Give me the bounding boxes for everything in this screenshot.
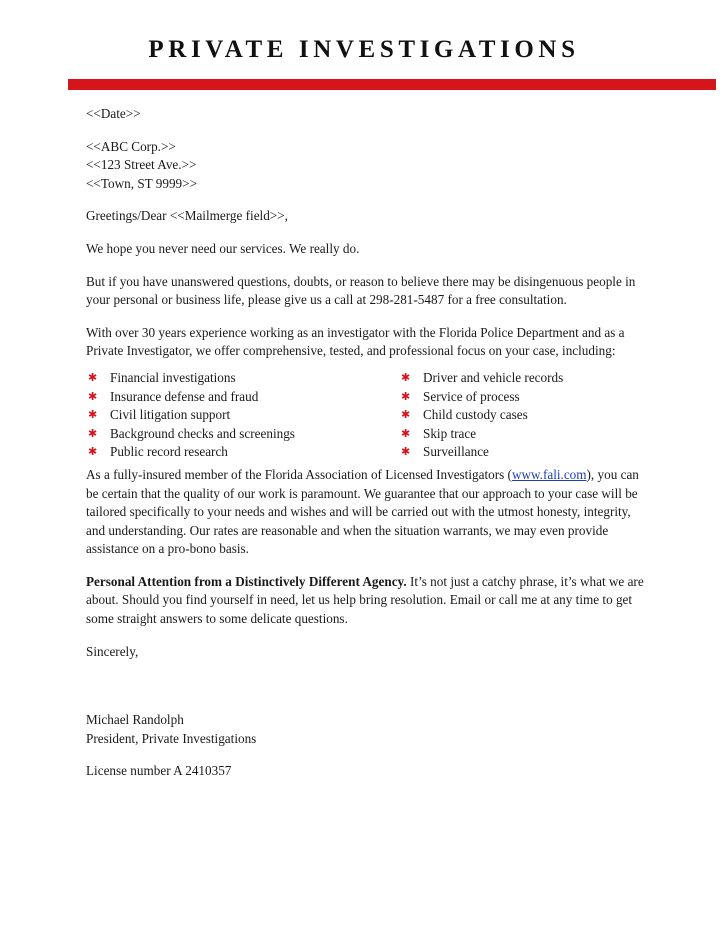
paragraph-personal-attention [86,573,646,629]
service-label: Child custody cases [423,407,528,423]
service-label: Civil litigation support [110,407,231,423]
greeting: Greetings/Dear <<Mailmerge field>>, [86,208,288,224]
service-item [399,388,563,407]
service-label: Insurance defense and fraud [110,388,259,404]
service-item [86,369,399,388]
service-item [399,443,563,462]
asterisk-bullet-icon: ✱ [88,389,98,403]
asterisk-bullet-icon: ✱ [88,426,98,440]
asterisk-bullet-icon: ✱ [88,445,98,459]
service-item [86,443,399,462]
services-column-right [399,369,563,462]
letterhead-divider [68,79,716,90]
service-item [86,388,399,407]
fali-link[interactable]: www.fali.com [511,466,587,482]
asterisk-bullet-icon: ✱ [401,426,411,440]
letterhead-title: PRIVATE INVESTIGATIONS [148,36,580,63]
service-label: Financial investigations [110,369,236,385]
service-item [86,425,399,444]
services-list [86,369,646,462]
membership-text-before: As a fully-insured member of the Florida Association of Licensed Investigators ( [86,466,512,482]
license-number: License number A 2410357 [86,763,232,779]
paragraph-experience: With over 30 years experience working as an investigator with the Florida Police Department and as a Private Investigator, we offer comprehensive, tested, and professional focus on your case, including: [86,324,625,359]
asterisk-bullet-icon: ✱ [401,389,411,403]
recipient-address [86,138,646,194]
asterisk-bullet-icon: ✱ [401,408,411,422]
recipient-street: <<123 Street Ave.>> [86,157,197,173]
paragraph-intro: We hope you never need our services. We really do. [86,240,360,256]
service-item [399,425,563,444]
asterisk-bullet-icon: ✱ [88,370,98,384]
signature-space [86,675,646,711]
asterisk-bullet-icon: ✱ [401,445,411,459]
paragraph-membership [86,466,646,559]
service-item [399,406,563,425]
recipient-town: <<Town, ST 9999>> [86,175,198,191]
recipient-company: <<ABC Corp.>> [86,138,176,154]
service-label: Background checks and screenings [110,425,295,441]
closing: Sincerely, [86,643,139,659]
service-label: Public record research [110,444,228,460]
service-item [86,406,399,425]
service-item [399,369,563,388]
letter-body [86,105,646,795]
signature-block [86,711,646,748]
services-column-left [86,369,399,462]
service-label: Service of process [423,388,520,404]
service-label: Driver and vehicle records [423,369,564,385]
paragraph-consultation: But if you have unanswered questions, doubts, or reason to believe there may be disingenuous people in your personal or business life, please give us a call at 298-281-5487 for a free consultation. [86,273,636,308]
personal-attention-text: It’s not just a catchy phrase, it’s what we are about. Should you find yourself in need, let us help bring resolution. Email or call me at any time to get some straight answers to some delicate questions. [86,573,644,627]
asterisk-bullet-icon: ✱ [401,370,411,384]
tagline-bold: Personal Attention from a Distinctively Different Agency. [86,573,407,589]
asterisk-bullet-icon: ✱ [88,408,98,422]
membership-text-after: ), you can be certain that the quality of our work is paramount. We guarantee that our approach to your case will be tailored specifically to your needs and wishes and will be carried out with the utmost honesty, integrity, and understanding. Our rates are reasonable and when the situation warrants, we may even provide assistance on a pro-bono basis. [86,466,639,557]
service-label: Surveillance [423,444,489,460]
signer-title: President, Private Investigations [86,730,257,746]
letter-date: <<Date>> [86,106,141,121]
service-label: Skip trace [423,425,477,441]
signer-name: Michael Randolph [86,712,184,728]
